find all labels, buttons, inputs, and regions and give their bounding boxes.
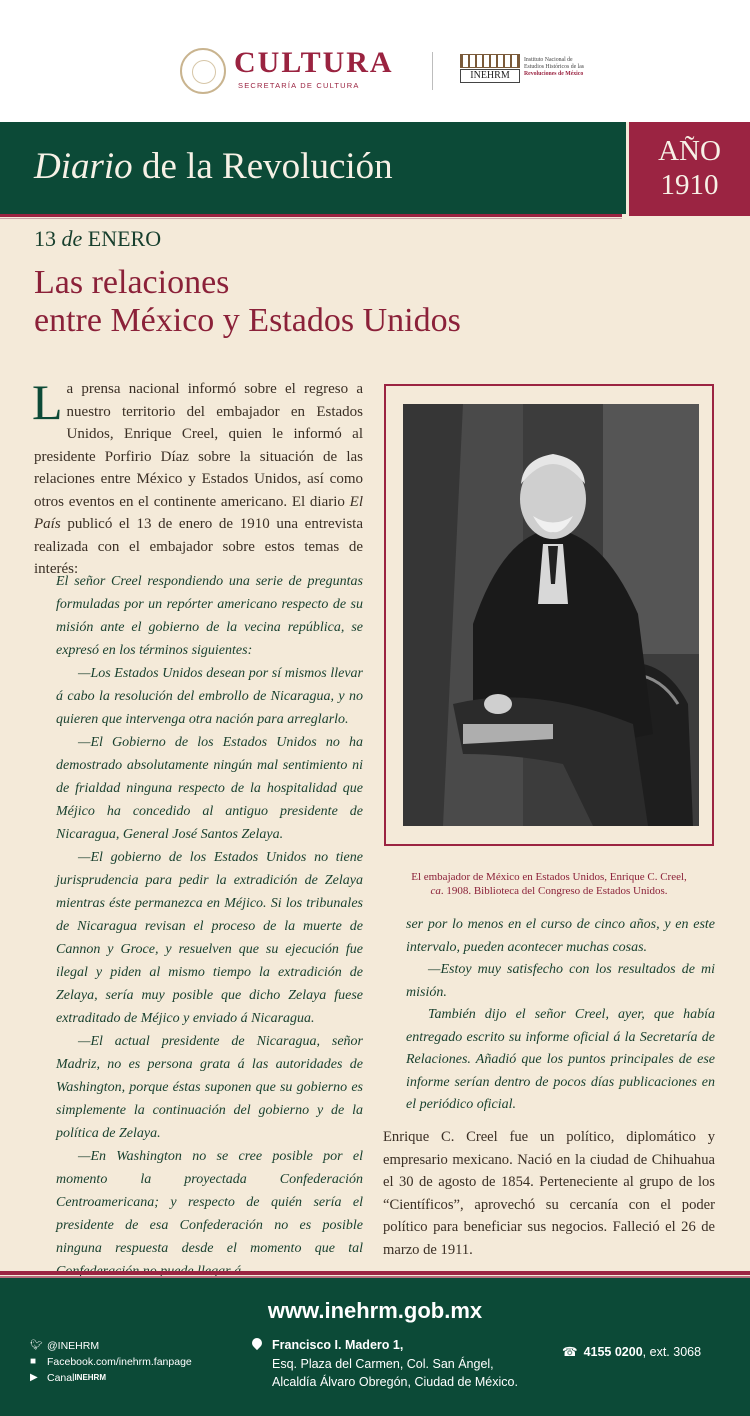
year-label: AÑO [658, 135, 721, 167]
quote-paragraph: ser por lo menos en el curso de cinco años, y en este intervalo, pueden acontecer muchas cosas. [406, 917, 715, 955]
quote-paragraph: —En Washington no se cree posible por el momento la proyectada Confederación Centroamericana; y respecto de quién sería el presidente de esa Confederación no es posible ninguna respuesta desde el momento que tal [56, 1149, 363, 1256]
quote-paragraph: —El Gobierno de los Estados Unidos no ha demostrado absolutamente ningún mal sentimiento ni de frialdad ninguna respecto de la hospitalidad que Méjico ha concedido al antiguo presidente de Nicaragua, General José Santos Zelaya. [56, 735, 363, 842]
address-block: Francisco I. Madero 1, Esq. Plaza del Carmen, Col. San Ángel, Alcaldía Álvaro Obregón, Ciudad de México. [254, 1336, 518, 1392]
inehrm-logo [460, 54, 520, 84]
quote-paragraph: —Los Estados Unidos desean por sí mismos llevar á cabo la resolución del embrollo de Nicaragua, y no quieren que intervenga otra nación para arreglarlo. [56, 666, 363, 727]
youtube-icon: ▶ [30, 1372, 38, 1383]
social-links [30, 1338, 192, 1386]
quote-paragraph: También dijo el señor Creel, ayer, que había entregado escrito su informe oficial á la Secretaría de Relaciones. Añadió que los puntos principales de ese informe serían dentro de pocos días publicaciones en el periódico oficial. [406, 1007, 715, 1112]
portrait-illustration [403, 404, 699, 826]
header-rule [0, 214, 622, 217]
photo-caption: El embajador de México en Estados Unidos, Enrique C. Creel, ca. 1908. Biblioteca del Congreso de Estados Unidos. [411, 871, 687, 897]
quote-paragraph: —Estoy muy satisfecho con los resultados de mi misión. [406, 962, 715, 1000]
quote-paragraph: El señor Creel respondiendo una serie de preguntas formuladas por un repórter americano respecto de su misión ante el gobierno de la vecina república, se expresó en los términos siguientes: [56, 574, 363, 658]
twitter-link[interactable]: 🐦︎ @INEHRM [30, 1340, 100, 1352]
twitter-icon: 🐦︎ [30, 1340, 43, 1351]
inehrm-full-name: Instituto Nacional de Estudios Históricos de las Revoluciones de México [524, 57, 585, 77]
biography-paragraph: Enrique C. Creel fue un político, diplomático y empresario mexicano. Nació en la ciudad de Chihuahua el 30 de agosto de 1854. Perteneciente al grupo de los “Científicos”, aprovechó su cercanía con el poder político para beneficiar sus negocios. Falleció el 26 de marzo de 1911. [383, 1129, 715, 1258]
quote-paragraph: —El gobierno de los Estados Unidos no tiene jurisprudencia para pedir la extradición de Zelaya mientras éste permanezca en Méjico. Si los tribunales de Nicaragua revisan el proceso de la muerte de Cannon y Groce, y resuelven que su ejecución fue ilegal y piden al mismo tiempo la extradición de Zelaya, sería muy posible que dicho Zelaya fuese extraditado de Méjico y enviado á Nicaragua. [56, 850, 363, 1026]
youtube-link[interactable]: ▶ Canal INEHRM [30, 1372, 106, 1384]
facebook-icon: ■ [30, 1356, 37, 1367]
website-link[interactable]: www.inehrm.gob.mx [267, 1298, 483, 1323]
publication-title: Diario de la Revolución [34, 146, 393, 187]
drop-cap: L [32, 374, 63, 430]
facebook-link[interactable]: ■ Facebook.com/inehrm.fanpage [30, 1356, 192, 1368]
year-badge [626, 122, 750, 216]
article-title: Las relaciones entre México y Estados Unidos [34, 264, 461, 339]
building-icon [460, 54, 520, 68]
cultura-logo: CULTURA [234, 46, 394, 79]
footer-rule [0, 1271, 750, 1275]
phone-icon: ☎ [562, 1345, 578, 1359]
logo-divider [432, 52, 433, 90]
header-rule-thin [0, 218, 622, 219]
year-value: 1910 [660, 169, 719, 201]
quote-paragraph: —El actual presidente de Nicaragua, señor Madriz, no es persona grata á las autoridades de Washington, porque éstas suponen que su gobierno es simplemente la continuación del gobierno y de la política de Zelaya. [56, 1034, 363, 1141]
interview-quote-continued [406, 914, 715, 1117]
interview-quote [56, 570, 363, 1283]
intro-paragraph: La prensa nacional informó sobre el regreso a nuestro territorio del embajador en Estados Unidos, Enrique Creel, quien le informó al presidente Porfirio Díaz sobre la situación de las relaciones entre México y Estados Unidos, así como otros eventos en el continente americano. El diario El País publicó el 13 de enero de 1910 una entrevista realizada con el embajador sobre estos temas de interés: [32, 374, 363, 577]
article-date: 13 de ENERO [34, 226, 162, 251]
inehrm-logo-text: INEHRM [460, 69, 520, 83]
phone-contact[interactable]: ☎ 4155 0200, ext. 3068 [562, 1345, 702, 1359]
secretaria-label: SECRETARÍA DE CULTURA [238, 81, 360, 90]
government-seal-icon [180, 48, 226, 94]
